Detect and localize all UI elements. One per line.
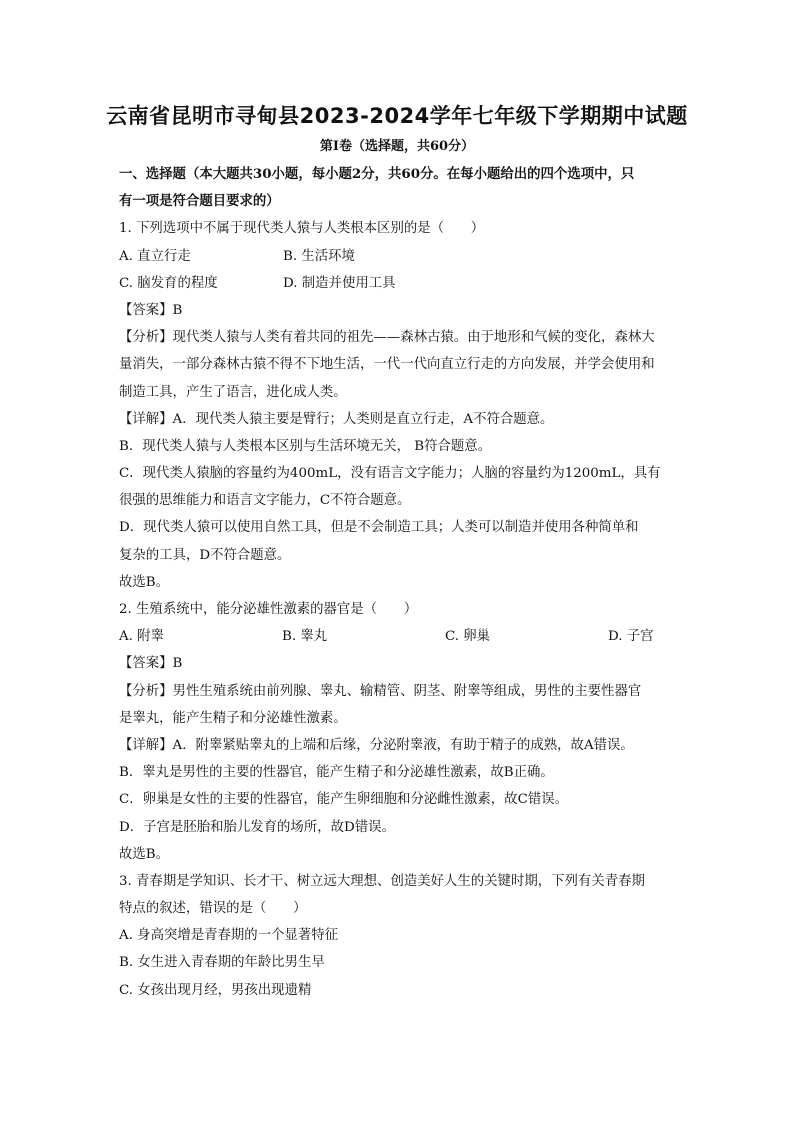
question-1-option-a: A. 直立行走 — [119, 248, 191, 264]
question-1-conclusion: 故选B。 — [119, 574, 170, 590]
question-1-options-row-1 — [119, 243, 679, 270]
question-3-option-a: A. 身高突增是青春期的一个显著特征 — [119, 928, 339, 944]
question-3-stem-line-2: 特点的叙述，错误的是（ ） — [119, 901, 307, 917]
question-2-conclusion: 故选B。 — [119, 846, 170, 862]
question-1-detail-line-6: 复杂的工具，D不符合题意。 — [119, 547, 291, 563]
question-1-options-row-2 — [119, 270, 679, 297]
question-1-stem: 1. 下列选项中不属于现代类人猿与人类根本区别的是（ ） — [119, 221, 485, 237]
question-2-options-row — [119, 623, 679, 650]
question-1-analysis-line-2: 量消失，一部分森林古猿不得不下地生活，一代一代向直立行走的方向发展，并学会使用和 — [119, 357, 655, 373]
question-2-answer: 【答案】B — [119, 656, 183, 672]
question-1-answer: 【答案】B — [119, 302, 183, 318]
question-2-option-d: D. 子宫 — [608, 629, 654, 645]
question-2-option-a: A. 附睾 — [119, 629, 164, 645]
question-2-option-c: C. 卵巢 — [445, 629, 491, 645]
question-1-analysis-line-1: 【分析】现代类人猿与人类有着共同的祖先——森林古猿。由于地形和气候的变化，森林大 — [119, 330, 655, 346]
question-2-analysis-line-2: 是睾丸，能产生精子和分泌雄性激素。 — [119, 710, 347, 726]
page-subtitle: 第Ⅰ卷（选择题，共60分） — [319, 139, 475, 154]
question-1-detail-line-1: 【详解】A．现代类人猿主要是臂行；人类则是直立行走，A不符合题意。 — [119, 411, 554, 427]
question-1-analysis-line-3: 制造工具，产生了语言，进化成人类。 — [119, 384, 347, 400]
question-1-detail-line-2: B．现代类人猿与人类根本区别与生活环境无关， B符合题意。 — [119, 438, 492, 454]
question-1-detail-line-3: C．现代类人猿脑的容量约为400mL，没有语言文字能力；人脑的容量约为1200mL，具有 — [119, 466, 661, 482]
question-1-detail-line-4: 很强的思维能力和语言文字能力，C不符合题意。 — [119, 493, 411, 509]
question-3-option-c: C. 女孩出现月经，男孩出现遗精 — [119, 982, 312, 998]
page-title: 云南省昆明市寻甸县2023-2024学年七年级下学期期中试题 — [106, 104, 688, 128]
question-1-option-d: D. 制造并使用工具 — [283, 275, 396, 291]
document-body — [119, 161, 679, 1004]
question-2-detail-line-1: 【详解】A．附睾紧贴睾丸的上端和后缘，分泌附睾液，有助于精子的成熟，故A错误。 — [119, 737, 634, 753]
question-1-detail-line-5: D．现代类人猿可以使用自然工具，但是不会制造工具；人类可以制造并使用各种简单和 — [119, 520, 639, 536]
question-2-detail-line-4: D．子宫是胚胎和胎儿发育的场所，故D错误。 — [119, 819, 395, 835]
section-heading-line-2: 有一项是符合题目要求的） — [119, 193, 280, 210]
question-1-option-b: B. 生活环境 — [283, 248, 355, 264]
section-heading-line-1: 一、选择题（本大题共30小题，每小题2分，共60分。在每小题给出的四个选项中，只 — [119, 166, 635, 182]
question-2-detail-line-2: B．睾丸是男性的主要的性器官，能产生精子和分泌雄性激素，故B正确。 — [119, 765, 554, 781]
question-1-option-c: C. 脑发育的程度 — [119, 275, 218, 291]
question-2-option-b: B. 睾丸 — [282, 629, 328, 645]
question-3-option-b: B. 女生进入青春期的年龄比男生早 — [119, 955, 325, 971]
question-2-stem: 2. 生殖系统中，能分泌雄性激素的器官是（ ） — [119, 602, 418, 617]
question-3-stem-line-1: 3. 青春期是学知识、长才干、树立远大理想、创造美好人生的关键时期，下列有关青春期 — [119, 873, 645, 889]
question-2-analysis-line-1: 【分析】男性生殖系统由前列腺、睾丸、输精管、阴茎、附睾等组成，男性的主要性器官 — [119, 683, 642, 699]
question-2-detail-line-3: C．卵巢是女性的主要的性器官，能产生卵细胞和分泌雌性激素，故C错误。 — [119, 792, 568, 808]
